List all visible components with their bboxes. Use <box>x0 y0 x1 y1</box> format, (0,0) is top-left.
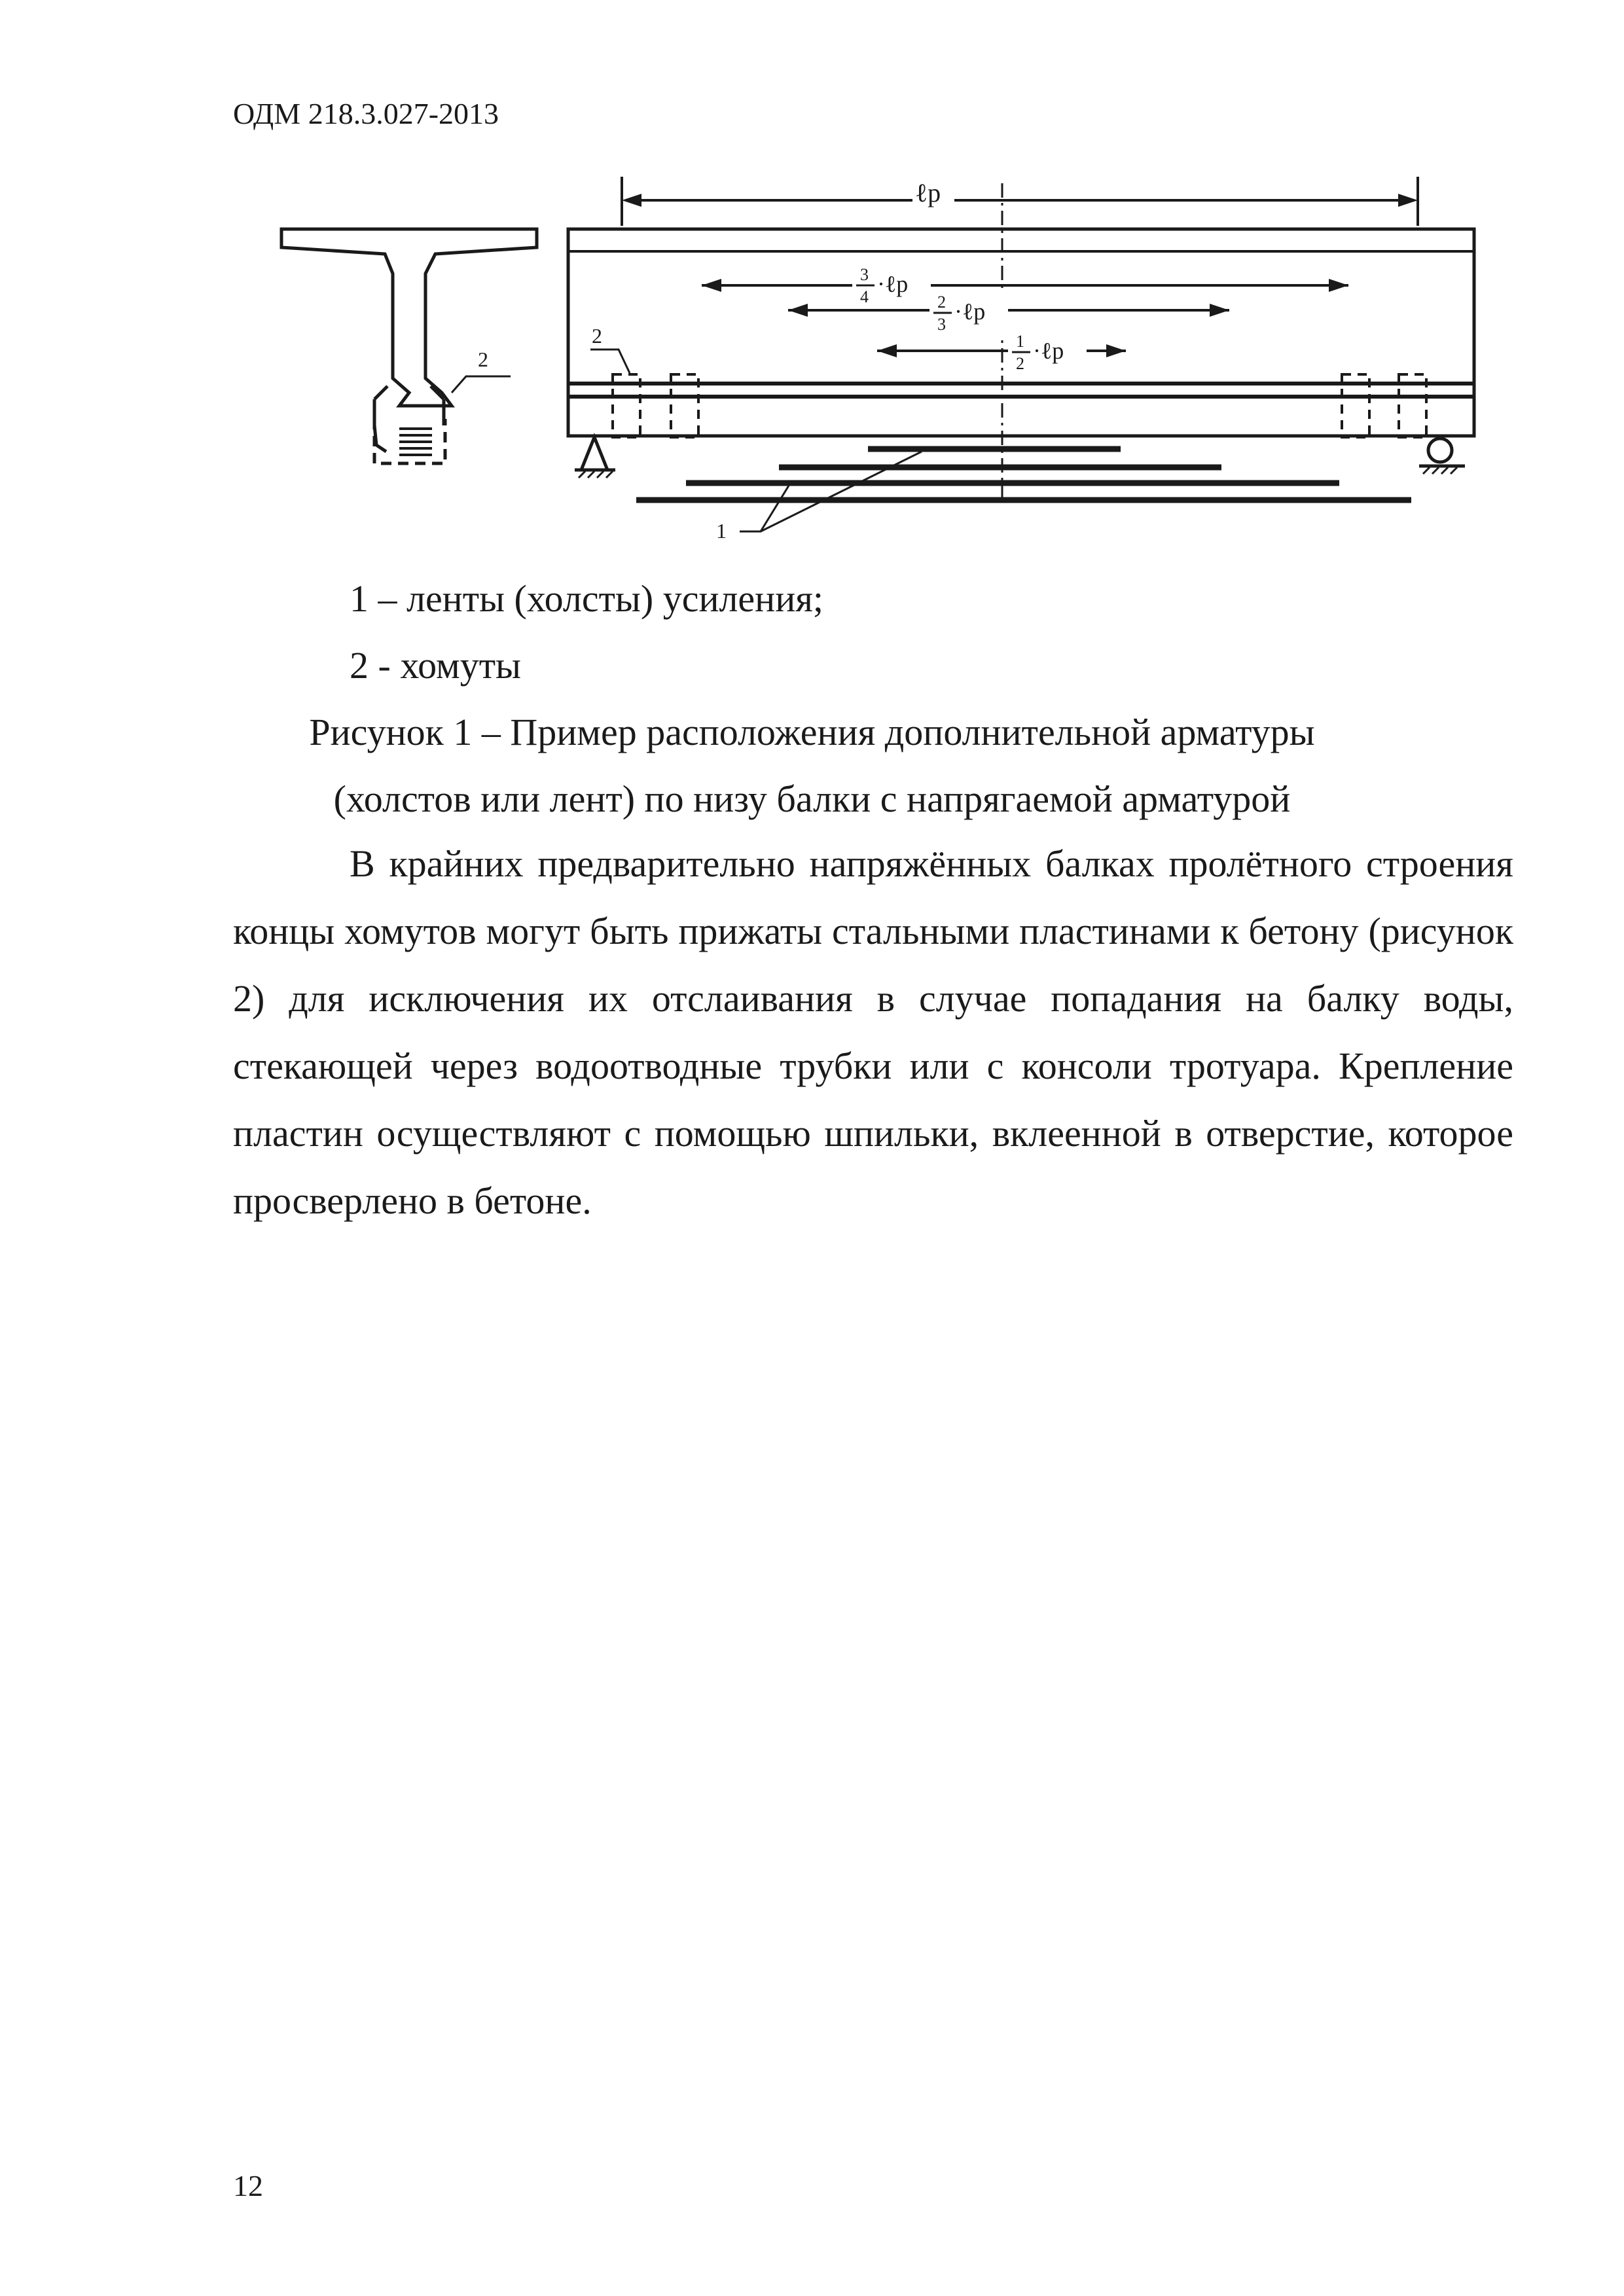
frac-34-den: 4 <box>860 287 869 306</box>
frac-12-num: 1 <box>1016 332 1024 351</box>
frac-34-len: ·ℓp <box>877 271 909 297</box>
cross-section <box>281 229 537 463</box>
frac-34-num: 3 <box>860 265 869 284</box>
frac-23-len: ·ℓp <box>954 298 986 325</box>
page-number: 12 <box>233 2169 263 2202</box>
figure-caption-line-1: Рисунок 1 – Пример расположения дополнительной арматуры <box>309 711 1315 753</box>
document-code: ОДМ 218.3.027-2013 <box>233 97 499 130</box>
callout-1: 1 <box>716 519 727 543</box>
frac-23-den: 3 <box>937 315 946 334</box>
callout-2-section: 2 <box>478 348 488 371</box>
legend-item-2: 2 - хомуты <box>350 644 522 687</box>
frac-12-den: 2 <box>1016 354 1024 373</box>
figure-beam-reinforcement <box>0 0 1624 563</box>
callout-2-beam: 2 <box>592 324 602 348</box>
frac-12-len: ·ℓp <box>1033 338 1064 364</box>
span-label: ℓp <box>915 178 941 207</box>
figure-caption-line-2: (холстов или лент) по низу балки с напрягаемой арматурой <box>333 778 1291 820</box>
legend-item-1: 1 – ленты (холсты) усиления; <box>350 577 824 620</box>
beam-diagram <box>0 0 1624 563</box>
frac-23-num: 2 <box>937 293 946 312</box>
body-paragraph: В крайних предварительно напряжённых балках пролётного строения концы хомутов могут быть прижаты стальными пластинами к бетону (рисунок 2) для исключения их отслаивания в случае попадания на балку воды, стекающей через водоотводные трубки или с консоли тротуара. Крепление пластин осуществляют с помощью шпильки, вклеенной в отверстие, которое просверлено в бетоне. <box>233 842 1513 1222</box>
